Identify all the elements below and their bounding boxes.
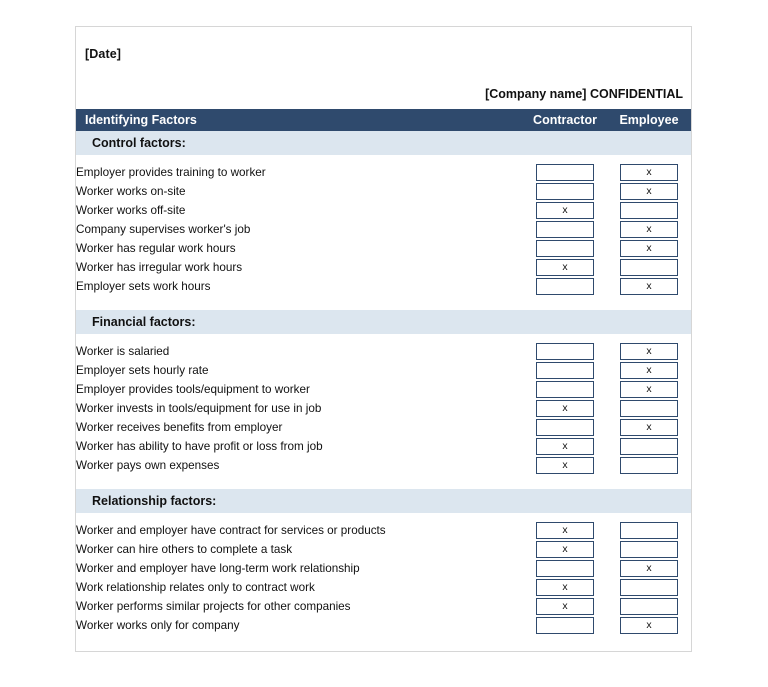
employee-cell[interactable] [607,521,691,540]
spacer-cell [76,513,523,521]
spacer-row [76,513,691,521]
identifying-factors-table [76,109,691,635]
section-header-row [76,310,691,334]
section-title: Financial factors: [76,310,523,334]
section-header-row [76,489,691,513]
contractor-checkbox[interactable] [536,221,594,238]
column-header-employee: Employee [607,109,691,131]
contractor-checkbox[interactable]: x [536,259,594,276]
contractor-cell[interactable] [523,258,607,277]
contractor-checkbox[interactable]: x [536,202,594,219]
employee-checkbox[interactable]: x [620,343,678,360]
employee-checkbox[interactable] [620,522,678,539]
contractor-cell[interactable] [523,182,607,201]
table-row [76,521,691,540]
contractor-checkbox[interactable] [536,164,594,181]
spacer-row [76,155,691,163]
factor-label: Employer sets hourly rate [76,361,523,380]
spacer-cell [607,296,691,310]
employee-checkbox[interactable]: x [620,221,678,238]
table-row [76,540,691,559]
employee-checkbox[interactable]: x [620,183,678,200]
table-row [76,399,691,418]
employee-checkbox[interactable]: x [620,419,678,436]
contractor-cell[interactable] [523,163,607,182]
column-header-contractor: Contractor [523,109,607,131]
table-row [76,616,691,635]
factor-label: Work relationship relates only to contract work [76,578,523,597]
employee-cell[interactable] [607,182,691,201]
table-row [76,578,691,597]
contractor-checkbox[interactable] [536,183,594,200]
employee-checkbox[interactable]: x [620,560,678,577]
spacer-cell [76,296,523,310]
section-spacer-employee [607,131,691,155]
section-gap-row [76,475,691,489]
spacer-cell [76,155,523,163]
section-spacer-employee [607,489,691,513]
factor-label: Worker has regular work hours [76,239,523,258]
contractor-checkbox[interactable]: x [536,400,594,417]
section-header-row [76,131,691,155]
contractor-cell[interactable] [523,277,607,296]
contractor-checkbox[interactable] [536,343,594,360]
employee-checkbox[interactable]: x [620,381,678,398]
employee-cell[interactable] [607,201,691,220]
contractor-checkbox[interactable] [536,362,594,379]
table-row [76,456,691,475]
factor-label: Employer sets work hours [76,277,523,296]
table-row [76,342,691,361]
contractor-cell[interactable] [523,521,607,540]
spacer-cell [607,513,691,521]
employee-checkbox[interactable]: x [620,362,678,379]
table-row [76,163,691,182]
table-row [76,201,691,220]
table-header-row [76,109,691,131]
spacer-row [76,334,691,342]
employee-checkbox[interactable]: x [620,164,678,181]
factor-label: Worker works off-site [76,201,523,220]
table-row [76,361,691,380]
contractor-cell[interactable] [523,201,607,220]
contractor-cell[interactable] [523,578,607,597]
employee-cell[interactable] [607,163,691,182]
factor-label: Employer provides training to worker [76,163,523,182]
employee-checkbox[interactable] [620,400,678,417]
employee-cell[interactable] [607,559,691,578]
employee-cell[interactable] [607,380,691,399]
employee-cell[interactable] [607,342,691,361]
employee-cell[interactable] [607,597,691,616]
table-row [76,182,691,201]
table-row [76,437,691,456]
factor-label: Worker is salaried [76,342,523,361]
contractor-checkbox[interactable] [536,381,594,398]
factor-label: Worker pays own expenses [76,456,523,475]
spacer-cell [523,513,607,521]
table-row [76,597,691,616]
spacer-cell [523,334,607,342]
employee-cell[interactable] [607,258,691,277]
employee-checkbox[interactable] [620,579,678,596]
contractor-cell[interactable] [523,399,607,418]
spacer-cell [607,334,691,342]
employee-checkbox[interactable] [620,541,678,558]
contractor-checkbox[interactable] [536,560,594,577]
contractor-checkbox[interactable]: x [536,438,594,455]
section-spacer-employee [607,310,691,334]
contractor-cell[interactable] [523,239,607,258]
employee-checkbox[interactable]: x [620,240,678,257]
table-row [76,258,691,277]
contractor-cell[interactable] [523,361,607,380]
employee-checkbox[interactable] [620,202,678,219]
table-row [76,418,691,437]
employee-checkbox[interactable] [620,457,678,474]
spacer-cell [523,296,607,310]
factor-label: Worker can hire others to complete a task [76,540,523,559]
spacer-cell [607,475,691,489]
section-spacer-contractor [523,489,607,513]
table-row [76,239,691,258]
factor-label: Worker has irregular work hours [76,258,523,277]
employee-cell[interactable] [607,578,691,597]
factor-label: Worker invests in tools/equipment for use in job [76,399,523,418]
contractor-checkbox[interactable]: x [536,541,594,558]
factor-label: Worker works only for company [76,616,523,635]
employee-cell[interactable] [607,437,691,456]
spacer-cell [76,334,523,342]
date-placeholder: [Date] [85,47,122,61]
contractor-cell[interactable] [523,616,607,635]
contractor-checkbox[interactable] [536,617,594,634]
document-page [75,26,692,652]
factor-label: Worker works on-site [76,182,523,201]
employee-cell[interactable] [607,361,691,380]
section-spacer-contractor [523,131,607,155]
employee-cell[interactable] [607,399,691,418]
factor-label: Worker receives benefits from employer [76,418,523,437]
section-title: Relationship factors: [76,489,523,513]
contractor-cell[interactable] [523,418,607,437]
employee-cell[interactable] [607,456,691,475]
factor-label: Worker and employer have long-term work relationship [76,559,523,578]
contractor-cell[interactable] [523,456,607,475]
employee-cell[interactable] [607,616,691,635]
employee-checkbox[interactable]: x [620,278,678,295]
employee-checkbox[interactable] [620,598,678,615]
section-gap-row [76,296,691,310]
spacer-cell [607,155,691,163]
employee-cell[interactable] [607,418,691,437]
contractor-cell[interactable] [523,540,607,559]
factor-label: Worker and employer have contract for services or products [76,521,523,540]
table-row [76,559,691,578]
contractor-checkbox[interactable]: x [536,598,594,615]
spacer-cell [523,475,607,489]
contractor-cell[interactable] [523,342,607,361]
contractor-checkbox[interactable] [536,419,594,436]
contractor-checkbox[interactable]: x [536,579,594,596]
contractor-cell[interactable] [523,437,607,456]
column-header-factors: Identifying Factors [76,109,523,131]
table-row [76,220,691,239]
factor-label: Worker performs similar projects for other companies [76,597,523,616]
employee-checkbox[interactable] [620,259,678,276]
table-row [76,277,691,296]
factor-label: Company supervises worker's job [76,220,523,239]
contractor-checkbox[interactable] [536,278,594,295]
contractor-cell[interactable] [523,597,607,616]
contractor-cell[interactable] [523,559,607,578]
contractor-cell[interactable] [523,380,607,399]
factor-label: Worker has ability to have profit or loss from job [76,437,523,456]
factor-label: Employer provides tools/equipment to worker [76,380,523,399]
contractor-checkbox[interactable]: x [536,457,594,474]
employee-cell[interactable] [607,277,691,296]
table-row [76,380,691,399]
employee-checkbox[interactable] [620,438,678,455]
contractor-checkbox[interactable]: x [536,522,594,539]
employee-cell[interactable] [607,239,691,258]
spacer-cell [76,475,523,489]
contractor-checkbox[interactable] [536,240,594,257]
confidential-header: [Company name] CONFIDENTIAL [485,87,683,101]
employee-cell[interactable] [607,540,691,559]
employee-checkbox[interactable]: x [620,617,678,634]
spacer-cell [523,155,607,163]
employee-cell[interactable] [607,220,691,239]
section-title: Control factors: [76,131,523,155]
section-spacer-contractor [523,310,607,334]
contractor-cell[interactable] [523,220,607,239]
